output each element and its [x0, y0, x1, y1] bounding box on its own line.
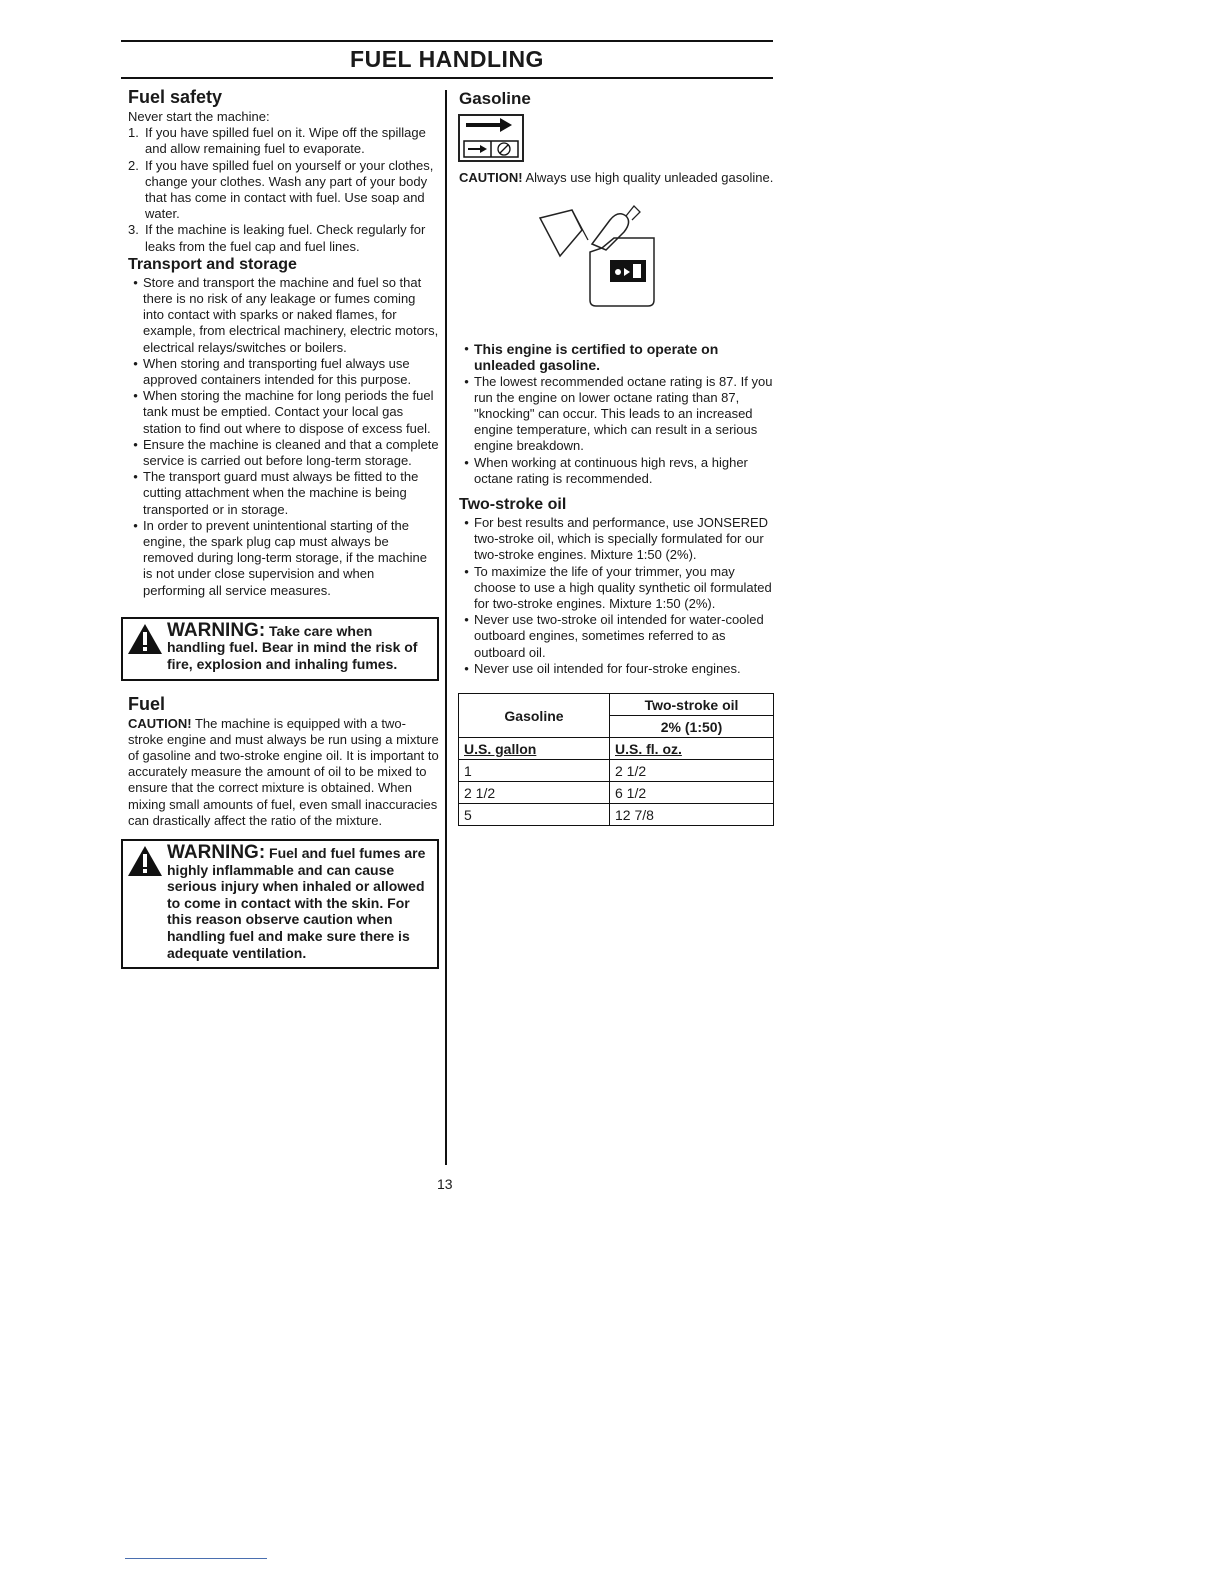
list-item: • This engine is certified to operate on unleaded gasoline.: [464, 341, 719, 374]
table-header-oil: Two-stroke oil: [610, 694, 774, 716]
gasoline-list: [458, 341, 774, 487]
warning-box-handling: [121, 617, 439, 681]
table-row: [459, 782, 774, 804]
fuel-safety-intro: Never start the machine:: [128, 109, 270, 124]
footer-line: [125, 1558, 267, 1559]
list-item: • In order to prevent unintentional starting of the engine, the spark plug cap must always be removed during long-term storage, if the machine is not under close supervision and when performing all service measures.: [133, 517, 427, 598]
warning-text: Fuel and fuel fumes are highly inflammable and can cause serious injury when inhaled or allowed to come in contact with the skin. For this reason observe caution when handling fuel and make sure there is adequate ventilation.: [167, 845, 426, 961]
gasoline-heading: Gasoline: [459, 89, 531, 108]
table-row: [459, 760, 774, 782]
table-cell: 12 7/8: [610, 804, 774, 826]
gasoline-caution: CAUTION! Always use high quality unleaded gasoline.: [459, 170, 774, 185]
title-underline: [121, 77, 773, 79]
list-item: • When storing and transporting fuel always use approved containers intended for this purpose.: [133, 355, 412, 388]
list-item: 2. If you have spilled fuel on yourself or your clothes, change your clothes. Wash any part of your body that has come in contact with fuel. Use soap and water.: [128, 157, 434, 222]
transport-heading: Transport and storage: [128, 255, 297, 273]
table-unit-floz: U.S. fl. oz.: [610, 738, 774, 760]
warning-label: WARNING:: [167, 842, 266, 864]
list-item: 1. If you have spilled fuel on it. Wipe off the spillage and allow remaining fuel to evaporate.: [128, 125, 426, 157]
list-item: • Ensure the machine is cleaned and that a complete service is carried out before long-term storage.: [133, 436, 439, 469]
column-divider: [445, 90, 447, 1165]
list-item: • To maximize the life of your trimmer, you may choose to use a high quality synthetic oil formulated for two-stroke engines. Mixture 1:50 (2%).: [464, 563, 772, 612]
table-header-gasoline: Gasoline: [459, 694, 610, 738]
table-cell: 2 1/2: [459, 782, 610, 804]
warning-triangle-icon: [127, 623, 163, 655]
left-column: [121, 86, 439, 977]
table-row: [459, 804, 774, 826]
fuel-text: CAUTION! The machine is equipped with a two-stroke engine and must always be run using a mixture of gasoline and two-stroke engine oil. It is important to accurately measure the amount of oil to be mixed to ensure that the correct mixture is obtained. When mixing small amounts of fuel, even small inaccuracies can drastically affect the ratio of the mixture.: [128, 715, 439, 828]
fuel-safety-heading: Fuel safety: [128, 87, 223, 107]
table-cell: 2 1/2: [610, 760, 774, 782]
mixture-table: [458, 693, 774, 826]
table-unit-gallon: U.S. gallon: [459, 738, 610, 760]
warning-label: WARNING:: [167, 619, 266, 641]
two-stroke-oil-heading: Two-stroke oil: [459, 496, 567, 514]
list-item: • The lowest recommended octane rating is 87. If you run the engine on lower octane rating than 87, "knocking" can occur. This leads to an increased engine temperature, which can result in a serious engine breakdown.: [464, 373, 773, 454]
right-column: [458, 88, 774, 826]
transport-list: [121, 275, 439, 599]
fuel-symbol-icon: [458, 114, 524, 162]
warning-triangle-icon: [127, 845, 163, 877]
list-item: • When storing the machine for long periods the fuel tank must be emptied. Contact your local gas station to find out where to dispose of excess fuel.: [133, 388, 434, 436]
list-item: • Never use two-stroke oil intended for water-cooled outboard engines, sometimes referred to as outboard oil.: [464, 612, 764, 660]
fuel-safety-list: [121, 125, 439, 255]
table-header-ratio: 2% (1:50): [610, 716, 774, 738]
warning-box-fumes: [121, 839, 439, 969]
list-item: • For best results and performance, use JONSERED two-stroke oil, which is specially formulated for our two-stroke engines. Mixture 1:50 (2%).: [464, 515, 769, 563]
table-cell: 5: [459, 804, 610, 826]
list-item: • When working at continuous high revs, a higher octane rating is recommended.: [464, 454, 748, 486]
page-title: FUEL HANDLING: [350, 46, 544, 72]
page-number: 13: [437, 1176, 453, 1192]
fuel-mixing-illustration-icon: [530, 200, 670, 310]
list-item: • The transport guard must always be fitted to the cutting attachment when the machine is being transported or in storage.: [133, 469, 419, 517]
warning-text: Take care when handling fuel. Bear in mind the risk of fire, explosion and inhaling fumes.: [167, 622, 418, 673]
oil-list: [458, 515, 774, 677]
list-item: • Never use oil intended for four-stroke engines.: [464, 660, 741, 676]
table-cell: 6 1/2: [610, 782, 774, 804]
top-rule: [121, 40, 773, 42]
fuel-heading: Fuel: [128, 693, 166, 714]
table-cell: 1: [459, 760, 610, 782]
table-row: [459, 738, 774, 760]
list-item: • Store and transport the machine and fuel so that there is no risk of any leakage or fumes coming into contact with sparks or naked flames, for example, from electrical machinery, electric motors, electrical relays/switches or boilers.: [133, 274, 439, 355]
list-item: 3. If the machine is leaking fuel. Check regularly for leaks from the fuel cap and fuel lines.: [128, 222, 426, 254]
